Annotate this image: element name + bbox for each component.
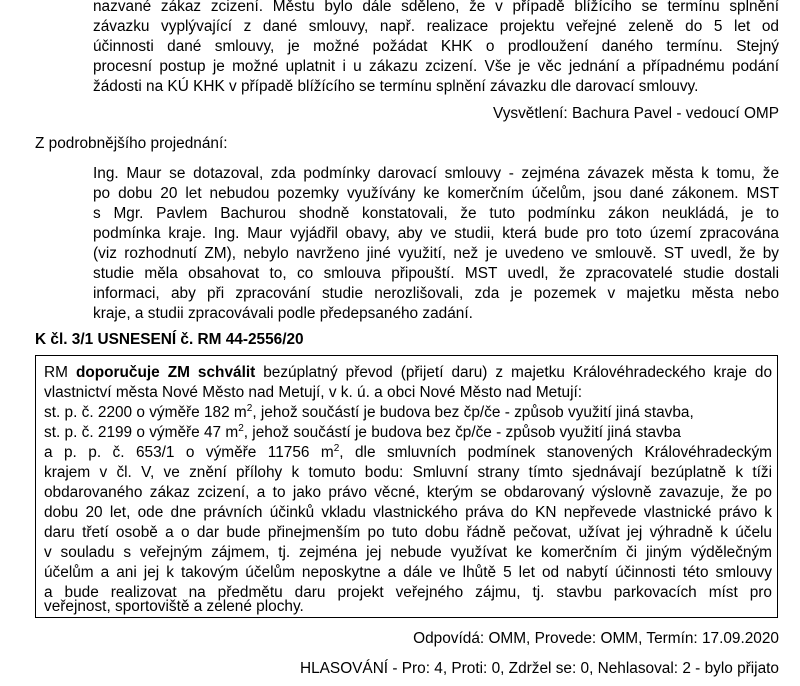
- resolution-line: obdarovaného zákaz zcizení, a to jako právo věcné, kterým se obdarovaný výslovně zavazuje, že po: [44, 484, 772, 501]
- text-line: informaci, aby při zpracování studie nerozlišovali, zda je pozemek v majetku města nebo: [93, 285, 779, 302]
- resolution-line: krajem v čl. V, ve znění přílohy k tomuto bodu: Smluvní strany tímto sjednávají bezúplatně k tíži: [44, 464, 772, 481]
- text-line: Ing. Maur se dotazoval, zda podmínky darovací smlouvy - zejména závazek města k tomu, že: [93, 165, 779, 182]
- text-line: (viz rozhodnutí ZM), nebylo navrženo jiné využití, než je uvedeno ve smlouvě. ST uvedl, že by: [93, 245, 779, 262]
- parcel-line: [44, 423, 681, 443]
- parcel-text: , jehož součástí je budova bez čp/če - způsob využití jiná stavba,: [252, 404, 694, 421]
- resolution-prefix: RM: [44, 364, 76, 381]
- resolution-heading: K čl. 3/1 USNESENÍ č. RM 44-2556/20: [35, 331, 304, 348]
- resolution-line: vlastnictví města Nové Město nad Metují, v k. ú. a obci Nové Město nad Metují:: [44, 384, 583, 401]
- resolution-line: účelům a ani jej k takovým účelům neposkytne a dále ve lhůtě 5 let od nabytí účinnosti této smlouvy: [44, 564, 772, 581]
- text-line: podmínka kraje. Ing. Maur vyjádřil obavy, aby ve studii, která bude pro toto území zpracována: [93, 225, 779, 242]
- parcel-text: st. p. č. 2200 o výměře 182 m: [44, 404, 247, 421]
- text-line: nazvané zákaz zcizení. Městu bylo dále sděleno, že v případě blížícího se termínu splnění: [93, 0, 779, 15]
- responsible-line: Odpovídá: OMM, Provede: OMM, Termín: 17.09.2020: [413, 630, 779, 647]
- resolution-line: v souladu s veřejným zájmem, tj. zejména jej nebude využívat ke komerčním či jiným výdělečným: [44, 544, 772, 561]
- text-line: s Mgr. Pavlem Bachurou shodně konstatovali, že tuto podmínku zákon neukládá, je to: [93, 205, 779, 222]
- resolution-verb: doporučuje ZM schválit: [75, 364, 256, 381]
- text-line: procesní postup je možné uplatnit i u zákazu zcizení. Vše je věc jednání a případnému podání: [93, 58, 779, 75]
- text-line: účinnosti dané smlouvy, je možné požádat KHK o prodloužení daného termínu. Stejný: [93, 38, 779, 55]
- resolution-line: a bude realizovat na předmětu daru projekt veřejného zájmu, tj. stavbu parkovacích míst pro: [44, 584, 772, 601]
- unit-exponent: 2: [333, 442, 340, 454]
- parcel-text: a p. p. č. 653/1 o výměře 11756 m: [44, 444, 334, 461]
- unit-exponent: 2: [238, 422, 244, 434]
- parcel-text: , jehož součástí je budova bez čp/če - způsob využití jiná stavba: [243, 424, 681, 441]
- text-line: kraje, a studii zpracovávali podle předepsaného zadání.: [93, 305, 473, 322]
- resolution-line: dobu 20 let, ode dne právních účinků vkladu vlastnického práva do KN nepřevede vlastnické právo k: [44, 504, 772, 521]
- text-line: po dobu 20 let nebudou pozemky využívány ke komerčním účelům, jsou dané zákonem. MST: [93, 185, 779, 202]
- text-line: závazku vyplývající z dané smlouvy, např. realizace projektu veřejné zeleně do 5 let od: [93, 18, 779, 35]
- text-line: studie měla obsahovat to, co smlouva připouští. MST uvedl, že zpracovatelé studie dostali: [93, 265, 779, 282]
- resolution-line: [44, 363, 772, 383]
- parcel-line: [44, 443, 772, 463]
- unit-exponent: 2: [246, 402, 253, 414]
- detail-heading: Z podrobnějšího projednání:: [35, 135, 228, 152]
- resolution-line-rest: bezúplatný převod (přijetí daru) z majetku Královéhradeckého kraje do: [255, 364, 773, 381]
- resolution-line: daru třetí osobě a o dar bude přinejmenším po tuto dobu řádně pečovat, užívat jej výhradně k účelu: [44, 524, 772, 541]
- voting-line: HLASOVÁNÍ - Pro: 4, Proti: 0, Zdržel se: 0, Nehlasoval: 2 - bylo přijato: [299, 660, 779, 677]
- text-line: žádosti na KÚ KHK v případě blížícího se termínu splnění závazku dle darovací smlouvy.: [93, 78, 699, 95]
- explanation-line: Vysvětlení: Bachura Pavel - vedoucí OMP: [493, 105, 779, 122]
- resolution-line: veřejnost, sportoviště a zelené plochy.: [44, 598, 304, 615]
- parcel-line: [44, 403, 694, 423]
- parcel-text: st. p. č. 2199 o výměře 47 m: [44, 424, 239, 441]
- parcel-text: , dle smluvních podmínek stanovených Královéhradeckým: [339, 444, 772, 461]
